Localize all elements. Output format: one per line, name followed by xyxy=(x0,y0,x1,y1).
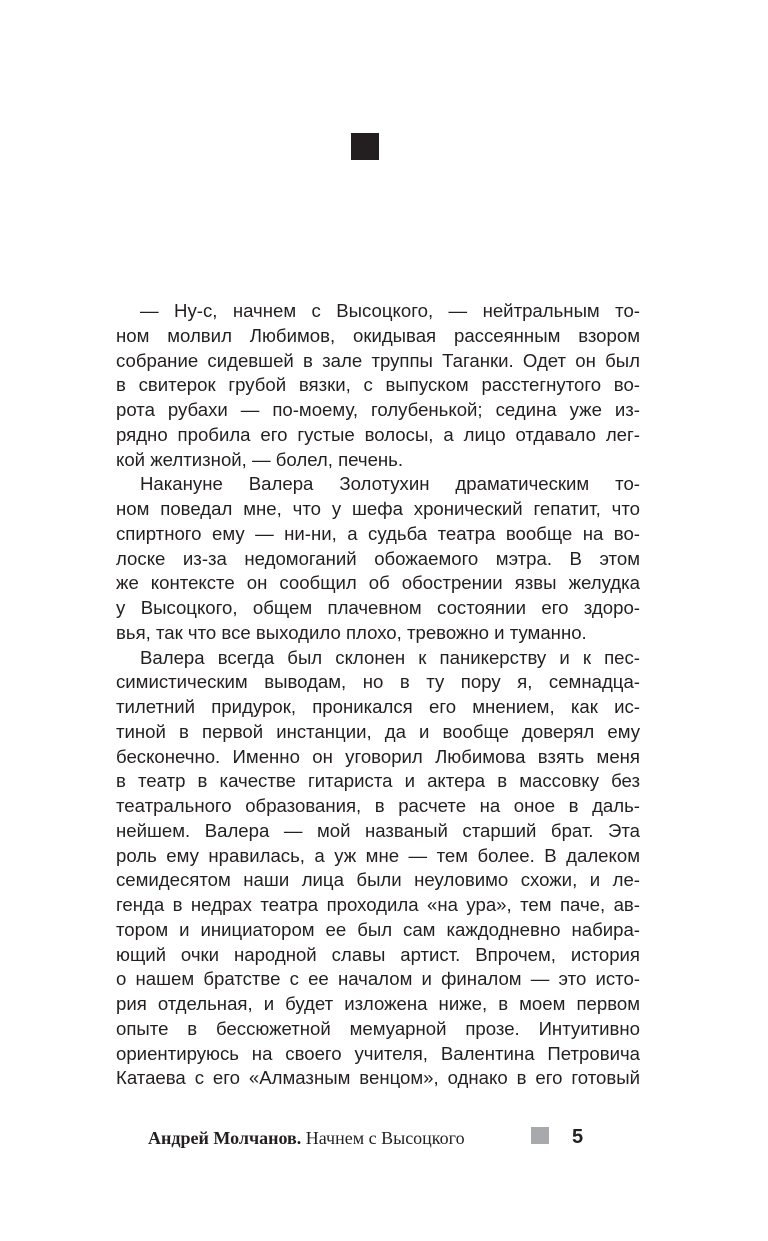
text-line: тилетний придурок, проникался его мнением, как ис- xyxy=(116,696,640,717)
text-line: Катаева с его «Алмазным венцом», однако в его готовый xyxy=(116,1067,640,1089)
page-number: 5 xyxy=(572,1126,584,1148)
footer-square-marker xyxy=(531,1127,549,1144)
text-line: генда в недрах театра проходила «на ура», тем паче, ав- xyxy=(116,894,640,915)
text-line: у Высоцкого, общем плачевном состоянии его здоро- xyxy=(116,597,640,618)
text-line: нейшем. Валера — мой названый старший брат. Эта xyxy=(116,819,640,841)
text-line: вья, так что все выходило плохо, тревожно и туманно. xyxy=(116,621,587,643)
text-line: лоске из-за недомоганий обожаемого мэтра. В этом xyxy=(116,547,640,569)
text-line: рия отдельная, и будет изложена ниже, в моем первом xyxy=(116,993,640,1014)
chapter-ornament-square xyxy=(351,133,379,160)
text-line: собрание сидевшей в зале труппы Таганки. Одет он был xyxy=(116,349,640,371)
paragraph xyxy=(116,299,640,472)
text-line: же контексте он сообщил об обострении язвы желудка xyxy=(116,572,640,594)
main-text-body xyxy=(116,299,640,1091)
running-footer xyxy=(0,1126,768,1150)
text-line: ющий очки народной славы артист. Впрочем, история xyxy=(116,943,640,965)
footer-running-title xyxy=(148,1126,465,1150)
text-line: Валера всегда был склонен к паникерству и к пес- xyxy=(140,646,640,668)
text-line: ном поведал мне, что у шефа хронический гепатит, что xyxy=(116,498,640,519)
text-line: тором и инициатором ее был сам каждодневно набира- xyxy=(116,918,640,940)
text-line: — Ну-с, начнем с Высоцкого, — нейтральным то- xyxy=(140,300,640,321)
footer-author-name: Андрей Молчанов. xyxy=(148,1128,302,1148)
paragraph xyxy=(116,472,640,645)
text-line: опыте в бессюжетной мемуарной прозе. Интуитивно xyxy=(116,1017,640,1039)
text-line: тиной в первой инстанции, да и вообще доверял ему xyxy=(116,720,640,742)
text-line: театрального образования, в расчете на оное в даль- xyxy=(116,795,640,816)
text-line: семидесятом наши лица были неуловимо схожи, и ле- xyxy=(116,869,640,891)
text-line: о нашем братстве с ее началом и финалом — это исто- xyxy=(116,968,640,990)
text-line: в театр в качестве гитариста и актера в массовку без xyxy=(116,770,640,792)
paragraph xyxy=(116,646,640,1092)
text-line: ориентируюсь на своего учителя, Валентина Петровича xyxy=(116,1042,640,1064)
text-line: кой желтизной, — болел, печень. xyxy=(116,448,404,470)
footer-book-title: Начнем с Высоцкого xyxy=(305,1128,465,1148)
text-line: роль ему нравилась, а уж мне — тем более. В далеком xyxy=(116,844,640,866)
text-line: рядно пробила его густые волосы, а лицо отдавало лег- xyxy=(116,423,640,445)
text-line: в свитерок грубой вязки, с выпуском расстегнутого во- xyxy=(116,374,640,396)
text-line: ном молвил Любимов, окидывая рассеянным взором xyxy=(116,324,640,346)
text-line: симистическим выводам, но в ту пору я, семнадца- xyxy=(116,671,640,693)
text-line: бесконечно. Именно он уговорил Любимова взять меня xyxy=(116,745,640,767)
text-line: рота рубахи — по-моему, голубенькой; седина уже из- xyxy=(116,399,640,420)
text-line: спиртного ему — ни-ни, а судьба театра вообще на во- xyxy=(116,522,640,544)
text-line: Накануне Валера Золотухин драматическим то- xyxy=(140,473,640,495)
